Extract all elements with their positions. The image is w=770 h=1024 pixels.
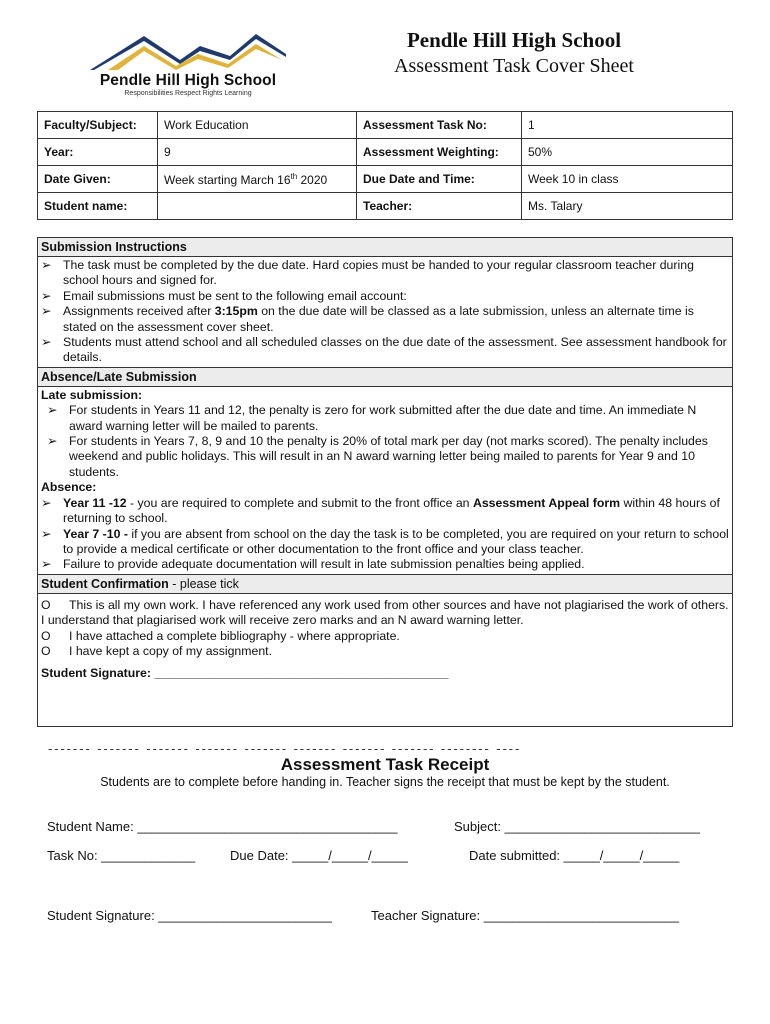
checkbox-circle-icon[interactable]: O <box>41 643 51 658</box>
receipt-due-date-field[interactable]: Due Date: _____/_____/_____ <box>230 848 408 863</box>
confirmation-heading-rest: - please tick <box>168 576 239 591</box>
text-run: Assignments received after <box>63 304 215 319</box>
text-run-bold: Assessment Appeal form <box>472 495 621 510</box>
task-no-label: Assessment Task No: <box>357 112 522 139</box>
arrow-bullet-icon: ➢ <box>41 495 52 510</box>
weighting-value: 50% <box>522 139 733 166</box>
list-item-text: For students in Years 7, 8, 9 and 10 the penalty is 20% of total mark per day (not marks scored). The penalty includes weekend and public holidays. This will result in an N award warning letter being mailed to parents for Year 9 and 10 students. <box>69 434 708 479</box>
logo-tagline: Responsibilities Respect Rights Learning <box>124 90 252 97</box>
receipt-title: Assessment Task Receipt <box>280 755 490 774</box>
text-run-bold: Year 11 -12 <box>63 495 127 510</box>
instructions-box <box>37 237 733 727</box>
text-run-bold: 3:15pm <box>214 304 258 319</box>
mountain-logo-icon <box>88 26 288 72</box>
confirmation-item[interactable] <box>41 629 729 644</box>
list-item-text: The task must be completed by the due date. Hard copies must be handed to your regular classroom teacher during school hours and signed for. <box>63 258 694 288</box>
table-row <box>38 139 733 166</box>
weighting-label: Assessment Weighting: <box>357 139 522 166</box>
list-item-text <box>63 304 729 335</box>
due-date-value: Week 10 in class <box>522 166 733 193</box>
school-name: Pendle Hill High School <box>406 28 622 52</box>
confirmation-item[interactable] <box>41 598 729 629</box>
arrow-bullet-icon: ➢ <box>41 258 52 272</box>
table-row <box>38 166 733 193</box>
list-item <box>41 335 729 366</box>
school-logo <box>88 26 288 102</box>
absence-heading: Absence/Late Submission <box>38 367 732 387</box>
date-given-prefix: Week starting March 16 <box>164 172 291 187</box>
text-run: on the due date will be classed as a late submission, unless an alternate time is stated on the assessment cover sheet. <box>63 304 694 334</box>
task-info-table <box>37 111 733 220</box>
list-item <box>41 258 729 289</box>
list-item-text <box>63 527 729 558</box>
list-item-text: Email submissions must be sent to the following email account: <box>63 288 407 303</box>
logo-wordmark: Pendle Hill High School <box>99 72 277 89</box>
text-run: - you are required to complete and submit to the front office an <box>126 495 473 510</box>
list-item <box>41 434 729 480</box>
arrow-bullet-icon: ➢ <box>41 526 52 541</box>
list-item <box>41 289 729 304</box>
faculty-label: Faculty/Subject: <box>38 112 158 139</box>
faculty-value: Work Education <box>158 112 357 139</box>
table-row <box>38 193 733 220</box>
teacher-label: Teacher: <box>357 193 522 220</box>
confirmation-text: I have kept a copy of my assignment. <box>69 643 273 658</box>
absence-label: Absence: <box>41 480 97 495</box>
text-run: if you are absent from school on the day the task is to be completed, you are required on your return to school to provide a medical certificate or other documentation to the front office and your class teacher. <box>63 526 729 556</box>
confirmation-text: This is all my own work. I have referenced any work used from other sources and have not plagiarised the work of others. I understand that plagiarised work will receive zero marks and an N award warning letter. <box>41 597 729 628</box>
receipt-teacher-signature-field[interactable]: Teacher Signature: ___________________________ <box>371 908 679 923</box>
confirmation-item[interactable] <box>41 644 729 659</box>
confirmation-heading-bold: Student Confirmation <box>41 576 169 591</box>
submission-list <box>38 257 732 367</box>
receipt-student-signature-field[interactable]: Student Signature: ________________________ <box>47 908 332 923</box>
due-date-label: Due Date and Time: <box>357 166 522 193</box>
arrow-bullet-icon: ➢ <box>41 557 52 572</box>
list-item-text: Failure to provide adequate documentation will result in late submission penalties being applied. <box>63 557 585 572</box>
list-item <box>41 496 729 527</box>
year-value: 9 <box>158 139 357 166</box>
text-run: within 48 hours of returning to school. <box>63 495 720 526</box>
date-given-value <box>158 166 357 193</box>
list-item-text <box>63 496 729 527</box>
receipt-subject-field[interactable]: Subject: ___________________________ <box>454 819 700 834</box>
checkbox-circle-icon[interactable]: O <box>41 597 51 612</box>
text-run-bold: Year 7 -10 - <box>63 526 128 541</box>
confirmation-text: I have attached a complete bibliography - where appropriate. <box>69 628 400 643</box>
list-item <box>41 403 729 434</box>
arrow-bullet-icon: ➢ <box>41 288 52 303</box>
receipt-subtitle: Students are to complete before handing in. Teacher signs the receipt that must be kept by the student. <box>100 775 670 789</box>
cut-line-divider: ------- ------- ------- ------- ------- ------- ------- ------- -------- ---- <box>48 741 522 756</box>
year-label: Year: <box>38 139 158 166</box>
list-item-text: Students must attend school and all scheduled classes on the due date of the assessment. See assessment handbook for details. <box>63 335 727 365</box>
arrow-bullet-icon: ➢ <box>47 403 58 418</box>
date-given-suffix: 2020 <box>297 172 328 187</box>
list-item <box>41 557 729 572</box>
table-row <box>38 112 733 139</box>
task-no-value: 1 <box>522 112 733 139</box>
receipt-task-no-field[interactable]: Task No: _____________ <box>47 848 196 863</box>
submission-heading: Submission Instructions <box>38 238 732 257</box>
student-name-field[interactable] <box>158 193 357 220</box>
checkbox-circle-icon[interactable]: O <box>41 628 51 643</box>
student-name-label: Student name: <box>38 193 158 220</box>
confirmation-section <box>38 594 732 683</box>
student-signature-line[interactable]: Student Signature: ___________________________________________ <box>41 666 449 681</box>
date-given-sup: th <box>290 171 298 181</box>
page-title: Assessment Task Cover Sheet <box>394 55 634 77</box>
confirmation-heading <box>38 574 732 594</box>
absence-section <box>38 387 732 574</box>
list-item <box>41 304 729 335</box>
arrow-bullet-icon: ➢ <box>41 304 52 319</box>
arrow-bullet-icon: ➢ <box>47 434 58 449</box>
list-item <box>41 527 729 558</box>
arrow-bullet-icon: ➢ <box>41 335 52 350</box>
receipt-student-name-field[interactable]: Student Name: ____________________________________ <box>47 819 398 834</box>
late-submission-label: Late submission: <box>41 387 143 402</box>
teacher-value: Ms. Talary <box>522 193 733 220</box>
date-given-label: Date Given: <box>38 166 158 193</box>
list-item-text: For students in Years 11 and 12, the penalty is zero for work submitted after the due date and time. An immediate N award warning letter will be mailed to parents. <box>69 403 697 433</box>
receipt-date-submitted-field[interactable]: Date submitted: _____/_____/_____ <box>469 848 680 863</box>
